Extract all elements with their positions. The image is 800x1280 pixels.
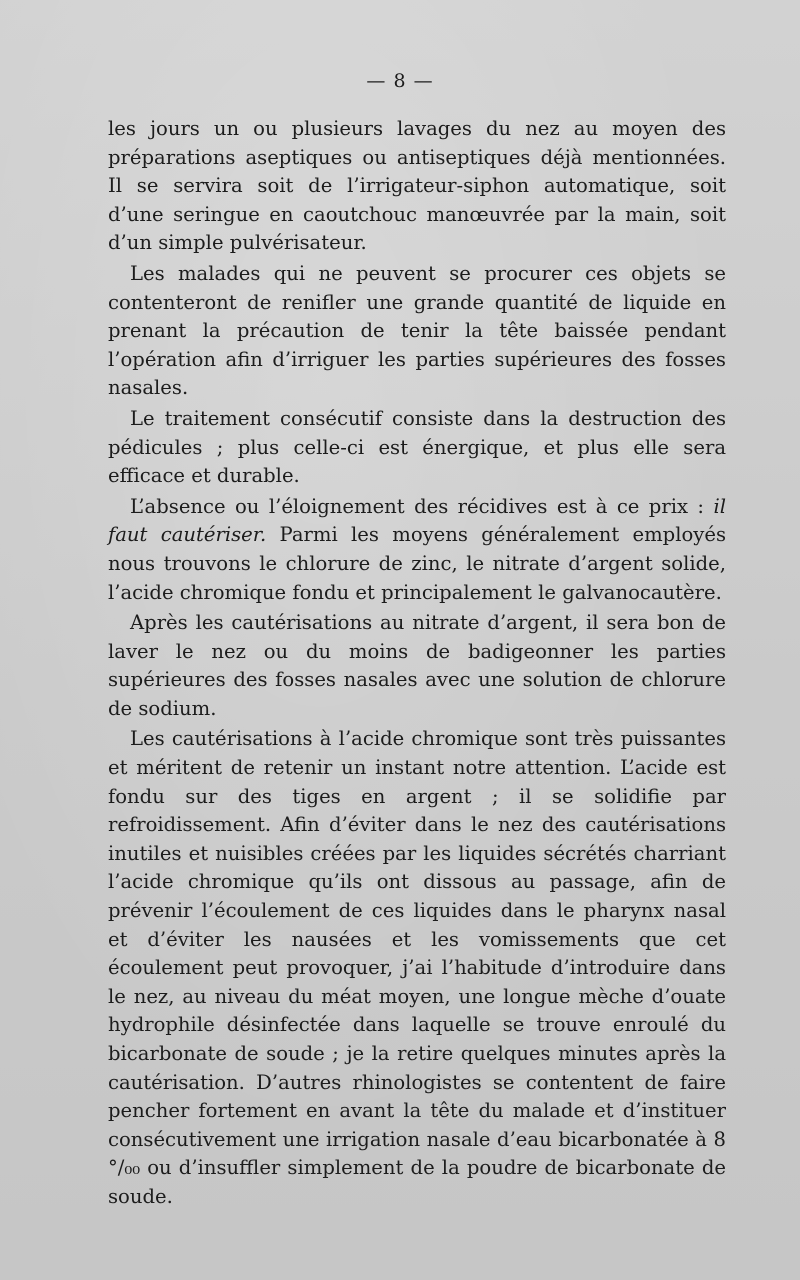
page-number: — 8 —	[366, 70, 434, 92]
paragraph-4-lead: L’absence ou l’éloignement des récidives est à ce prix :	[130, 494, 705, 518]
body-text	[108, 115, 726, 1214]
paragraph-2: Les malades qui ne peuvent se procurer ces objets se contenteront de renifler une grande quantité de liquide en prenant la précaution de tenir la tête baissée pendant l’opération afin d’irriguer les parties supérieures des fosses nasales.	[108, 261, 726, 400]
paragraph-5: Après les cautérisations au nitrate d’argent, il sera bon de laver le nez ou du moins de badigeonner les parties supérieures des fosses nasales avec une solution de chlorure de sodium.	[108, 611, 726, 720]
paragraph-4-emphasis: il faut cautériser.	[108, 494, 726, 547]
paragraph-3: Le traitement consécutif consiste dans la destruction des pédicules ; plus celle-ci est énergique, et plus elle sera efficace et durable.	[108, 406, 726, 488]
paragraph-4	[108, 493, 726, 607]
paragraph-4-rest: Parmi les moyens généralement employés nous trouvons le chlorure de zinc, le nitrate d’argent solide, l’acide chromique fondu et principalement le galvanocautère.	[108, 523, 726, 604]
paragraph-1: les jours un ou plusieurs lavages du nez au moyen des préparations aseptiques ou antiseptiques déjà mentionnées. Il se servira soit de l’irrigateur-siphon automatique, soit d’une seringue en caoutchouc manœuvrée par la main, soit d’un simple pulvérisateur.	[108, 117, 726, 255]
paragraph-6: Les cautérisations à l’acide chromique sont très puissantes et méritent de retenir un instant notre attention. L’acide est fondu sur des tiges en argent ; il se solidifie par refroidissement. Afin d’éviter dans le nez des cautérisations inutiles et nuisibles créées par les liquides sécrétés charriant l’acide chromique qu’ils ont dissous au passage, afin de prévenir l’écoulement de ces liquides dans le pharynx nasal et d’éviter les nausées et les vomissements que cet écoulement peut provoquer, j’ai l’habitude d’introduire dans le nez, au niveau du méat moyen, une longue mèche d’ouate hydrophile désinfectée dans laquelle se trouve enroulé du bicarbonate de soude ; je la retire quelques minutes après la cautérisation. D’autres rhinologistes se contentent de faire pencher fortement en avant la tête du malade et d’instituer consécutivement une irrigation nasale d’eau bicarbonatée à 8 °/₀₀ ou d’insuffler simplement de la poudre de bicarbonate de soude.	[108, 727, 726, 1208]
